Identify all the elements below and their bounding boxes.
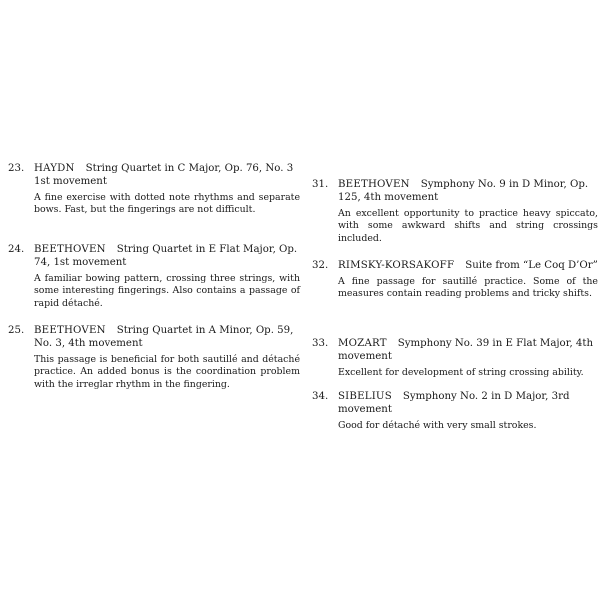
entry-number: 25. xyxy=(8,325,25,336)
composer-name: BEETHOVEN xyxy=(34,244,106,255)
entry-number: 33. xyxy=(312,338,329,349)
work-title: String Quartet in A Minor, Op. 59, No. 3, 4th movement xyxy=(34,325,294,349)
entry-heading xyxy=(8,243,300,269)
entry-heading xyxy=(8,324,300,350)
composer-name: HAYDN xyxy=(34,163,75,174)
entry-description: A familiar bowing pattern, crossing three strings, with some interesting fingerings. Also contains a passage of rapid détaché. xyxy=(34,273,300,309)
work-title: String Quartet in C Major, Op. 76, No. 3 1st movement xyxy=(34,163,294,187)
entry-25 xyxy=(8,324,300,391)
entry-heading xyxy=(312,259,598,272)
entry-number: 24. xyxy=(8,244,25,255)
entry-description: This passage is beneficial for both sautillé and détaché practice. An added bonus is the coordination problem with the irreglar rhythm in the fingering. xyxy=(34,354,300,390)
entry-32 xyxy=(312,259,598,301)
entry-number: 32. xyxy=(312,260,329,271)
entry-heading xyxy=(8,162,300,188)
composer-name: BEETHOVEN xyxy=(34,325,106,336)
composer-name: BEETHOVEN xyxy=(338,179,410,190)
entry-heading xyxy=(312,178,598,204)
entry-description: A fine exercise with dotted note rhythms and separate bows. Fast, but the fingerings are not difficult. xyxy=(34,192,300,216)
entry-heading xyxy=(312,337,598,363)
work-title: Symphony No. 9 in D Minor, Op. 125, 4th movement xyxy=(338,179,589,203)
work-title: Symphony No. 2 in D Major, 3rd movement xyxy=(338,391,570,415)
entry-31 xyxy=(312,178,598,245)
work-title: Symphony No. 39 in E Flat Major, 4th movement xyxy=(338,338,594,362)
entry-number: 34. xyxy=(312,391,329,402)
entry-heading xyxy=(312,390,598,416)
work-title: Suite from “Le Coq D’Or” xyxy=(465,260,598,271)
entry-23 xyxy=(8,162,300,217)
composer-name: MOZART xyxy=(338,338,387,349)
entry-24 xyxy=(8,243,300,310)
entry-34 xyxy=(312,390,598,432)
entry-number: 23. xyxy=(8,163,25,174)
entry-description: Good for détaché with very small strokes. xyxy=(338,420,537,431)
composer-name: RIMSKY-KORSAKOFF xyxy=(338,260,455,271)
entry-description: Excellent for development of string crossing ability. xyxy=(338,367,584,378)
composer-name: SIBELIUS xyxy=(338,391,392,402)
entry-33 xyxy=(312,337,598,379)
entry-description: An excellent opportunity to practice heavy spiccato, with some awkward shifts and string crossings included. xyxy=(338,208,598,244)
work-title: String Quartet in E Flat Major, Op. 74, 1st movement xyxy=(34,244,298,268)
entry-description: A fine passage for sautillé practice. Some of the measures contain reading problems and tricky shifts. xyxy=(338,276,598,300)
entry-number: 31. xyxy=(312,179,329,190)
